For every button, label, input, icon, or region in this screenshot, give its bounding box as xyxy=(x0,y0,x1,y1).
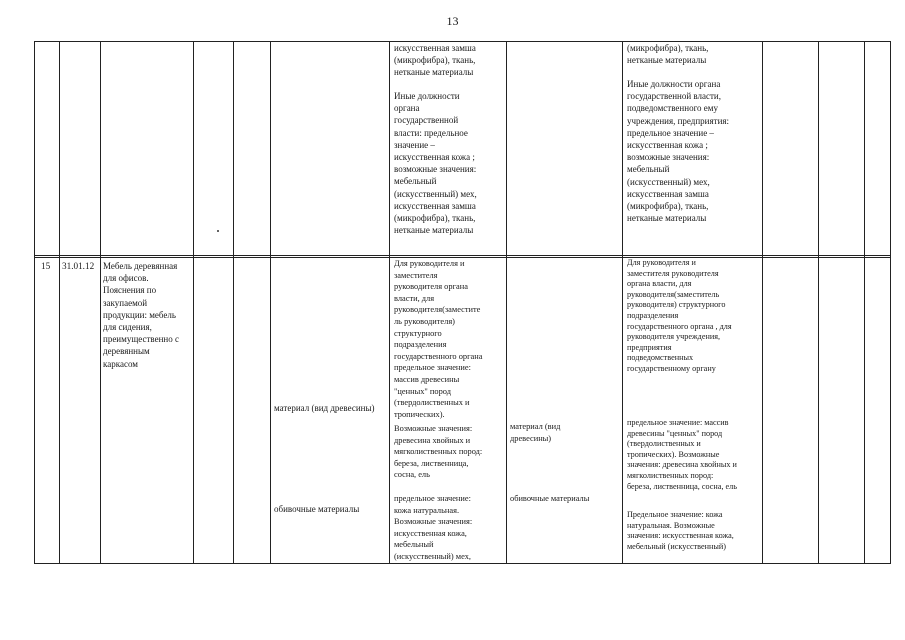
cell-col8-upholstery: Предельное значение: кожа натуральная. Возможные значения: искусственная кожа, мебельный (искусственный) xyxy=(627,510,734,551)
cell-product-name: Мебель деревянная для офисов. Пояснения по закупаемой продукции: мебель для сидения, преимущественно с деревянным каркасом xyxy=(103,261,179,369)
cell-characteristic-upholstery: обивочные материалы xyxy=(274,504,360,514)
cell-col8-material: предельное значение: массив древесины "ценных" пород (твердолиственных и тропических). Возможные значения: древесина хвойных и мягколиственных пород: береза, лиственница, сосна, ель xyxy=(627,418,737,491)
column-divider xyxy=(193,41,194,564)
cell-col7-material: материал (вид древесины) xyxy=(510,422,561,443)
cell-okpd-code: 31.01.12 xyxy=(62,261,95,271)
cell-col7-upholstery: обивочные материалы xyxy=(510,494,590,503)
column-divider xyxy=(890,41,891,564)
cell-characteristic-material: материал (вид древесины) xyxy=(274,403,375,413)
cell-col6-values: Возможные значения: древесина хвойных и мягколиственных пород: береза, лиственница, сосна, ель xyxy=(394,424,483,480)
column-divider xyxy=(59,41,60,564)
cell-col8-intro: Для руководителя и заместителя руководителя органа власти, для руководителя(заместитель руководителя) структурного подразделения государственного органа , для руководителя учреждения, предприятия подведомственных государственному органу xyxy=(627,258,732,373)
cell-top-col6-text: искусственная замша (микрофибра), ткань, нетканые материалы xyxy=(394,43,476,78)
column-divider xyxy=(864,41,865,564)
cell-top-col8-text2: Иные должности органа государственной власти, подведомственного ему учреждения, предприятия: предельное значение – искусственная кожа ; возможные значения: мебельный (искусственный) мех, искусственная замша (микрофибра), ткань, нетканые материалы xyxy=(627,79,730,224)
cell-row-number: 15 xyxy=(41,261,51,271)
column-divider xyxy=(34,41,35,564)
column-divider xyxy=(622,41,623,564)
column-divider xyxy=(270,41,271,564)
cell-col6-intro: Для руководителя и заместителя руководителя органа власти, для руководителя(заместите ль руководителя) структурного подразделения государственного органа предельное значение: массив древесины "ценных" пород (твердолиственных и тропических). xyxy=(394,259,483,419)
scan-speck xyxy=(217,230,219,232)
column-divider xyxy=(233,41,234,564)
cell-top-col8-text: (микрофибра), ткань, нетканые материалы xyxy=(627,43,709,66)
column-divider xyxy=(818,41,819,564)
column-divider xyxy=(389,41,390,564)
column-divider xyxy=(762,41,763,564)
cell-top-col6-text2: Иные должности органа государственной власти: предельное значение – искусственная кожа ; возможные значения: мебельный (искусственный) мех, искусственная замша (микрофибра), ткань, нетканые материалы xyxy=(394,91,477,236)
cell-col6-upholstery: предельное значение: кожа натуральная. Возможные значения: искусственная кожа, мебельный (искусственный) мех, xyxy=(394,494,473,561)
page-number: 13 xyxy=(446,14,459,28)
column-divider xyxy=(506,41,507,564)
column-divider xyxy=(100,41,101,564)
